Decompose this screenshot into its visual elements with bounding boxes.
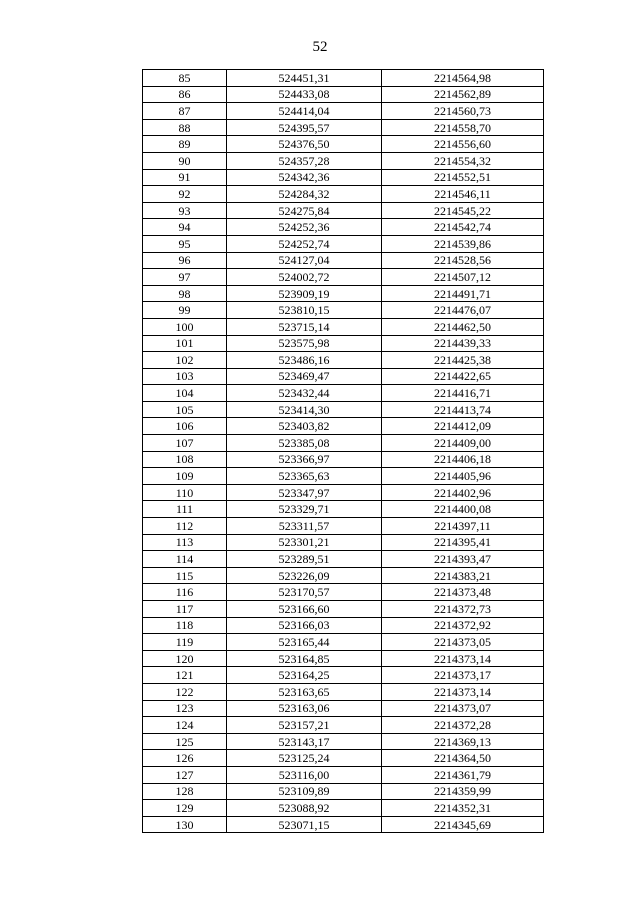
x-coordinate-cell: 523414,30 [227,401,382,418]
table-row [143,683,544,700]
point-number-cell: 121 [143,667,227,684]
y-coordinate-cell: 2214395,41 [382,534,544,551]
table-row [143,418,544,435]
y-coordinate-cell: 2214558,70 [382,119,544,136]
x-coordinate-cell: 523109,89 [227,783,382,800]
table-row [143,119,544,136]
table-row [143,435,544,452]
table-row [143,717,544,734]
table-row [143,235,544,252]
y-coordinate-cell: 2214393,47 [382,551,544,568]
x-coordinate-cell: 524451,31 [227,70,382,87]
point-number-cell: 108 [143,451,227,468]
y-coordinate-cell: 2214556,60 [382,136,544,153]
table-row [143,667,544,684]
y-coordinate-cell: 2214397,11 [382,518,544,535]
table-row [143,700,544,717]
table-row [143,601,544,618]
coordinates-table-body [143,70,544,833]
point-number-cell: 102 [143,352,227,369]
y-coordinate-cell: 2214345,69 [382,816,544,833]
point-number-cell: 125 [143,733,227,750]
y-coordinate-cell: 2214373,05 [382,634,544,651]
y-coordinate-cell: 2214373,17 [382,667,544,684]
table-row [143,385,544,402]
y-coordinate-cell: 2214552,51 [382,169,544,186]
point-number-cell: 89 [143,136,227,153]
y-coordinate-cell: 2214439,33 [382,335,544,352]
x-coordinate-cell: 523164,25 [227,667,382,684]
point-number-cell: 109 [143,468,227,485]
x-coordinate-cell: 523125,24 [227,750,382,767]
x-coordinate-cell: 523170,57 [227,584,382,601]
y-coordinate-cell: 2214352,31 [382,800,544,817]
table-row [143,816,544,833]
point-number-cell: 93 [143,202,227,219]
x-coordinate-cell: 523071,15 [227,816,382,833]
point-number-cell: 111 [143,501,227,518]
table-row [143,152,544,169]
y-coordinate-cell: 2214528,56 [382,252,544,269]
point-number-cell: 117 [143,601,227,618]
y-coordinate-cell: 2214373,14 [382,683,544,700]
x-coordinate-cell: 523403,82 [227,418,382,435]
point-number-cell: 106 [143,418,227,435]
y-coordinate-cell: 2214507,12 [382,269,544,286]
x-coordinate-cell: 524433,08 [227,86,382,103]
table-row [143,368,544,385]
point-number-cell: 123 [143,700,227,717]
y-coordinate-cell: 2214372,28 [382,717,544,734]
point-number-cell: 114 [143,551,227,568]
x-coordinate-cell: 523166,03 [227,617,382,634]
y-coordinate-cell: 2214406,18 [382,451,544,468]
x-coordinate-cell: 523385,08 [227,435,382,452]
point-number-cell: 94 [143,219,227,236]
x-coordinate-cell: 523289,51 [227,551,382,568]
point-number-cell: 105 [143,401,227,418]
x-coordinate-cell: 524252,74 [227,235,382,252]
x-coordinate-cell: 523909,19 [227,285,382,302]
y-coordinate-cell: 2214546,11 [382,186,544,203]
x-coordinate-cell: 523432,44 [227,385,382,402]
x-coordinate-cell: 523311,57 [227,518,382,535]
table-row [143,136,544,153]
table-row [143,518,544,535]
x-coordinate-cell: 524414,04 [227,103,382,120]
point-number-cell: 98 [143,285,227,302]
table-row [143,766,544,783]
point-number-cell: 112 [143,518,227,535]
x-coordinate-cell: 523365,63 [227,468,382,485]
table-row [143,534,544,551]
x-coordinate-cell: 524275,84 [227,202,382,219]
point-number-cell: 116 [143,584,227,601]
y-coordinate-cell: 2214416,71 [382,385,544,402]
table-row [143,219,544,236]
x-coordinate-cell: 524252,36 [227,219,382,236]
point-number-cell: 95 [143,235,227,252]
y-coordinate-cell: 2214491,71 [382,285,544,302]
table-row [143,783,544,800]
table-row [143,352,544,369]
table-row [143,335,544,352]
x-coordinate-cell: 524395,57 [227,119,382,136]
table-row [143,750,544,767]
table-row [143,650,544,667]
table-row [143,451,544,468]
point-number-cell: 115 [143,567,227,584]
point-number-cell: 92 [143,186,227,203]
table-row [143,501,544,518]
table-row [143,484,544,501]
table-row [143,584,544,601]
table-row [143,567,544,584]
point-number-cell: 103 [143,368,227,385]
table-row [143,302,544,319]
point-number-cell: 101 [143,335,227,352]
point-number-cell: 107 [143,435,227,452]
y-coordinate-cell: 2214409,00 [382,435,544,452]
point-number-cell: 100 [143,318,227,335]
point-number-cell: 118 [143,617,227,634]
table-row [143,468,544,485]
point-number-cell: 85 [143,70,227,87]
x-coordinate-cell: 524342,36 [227,169,382,186]
x-coordinate-cell: 523469,47 [227,368,382,385]
y-coordinate-cell: 2214383,21 [382,567,544,584]
point-number-cell: 96 [143,252,227,269]
table-row [143,401,544,418]
y-coordinate-cell: 2214359,99 [382,783,544,800]
x-coordinate-cell: 523329,71 [227,501,382,518]
x-coordinate-cell: 523366,97 [227,451,382,468]
point-number-cell: 86 [143,86,227,103]
point-number-cell: 91 [143,169,227,186]
y-coordinate-cell: 2214545,22 [382,202,544,219]
x-coordinate-cell: 523163,65 [227,683,382,700]
x-coordinate-cell: 523715,14 [227,318,382,335]
point-number-cell: 120 [143,650,227,667]
y-coordinate-cell: 2214400,08 [382,501,544,518]
x-coordinate-cell: 524376,50 [227,136,382,153]
point-number-cell: 87 [143,103,227,120]
table-row [143,103,544,120]
point-number-cell: 113 [143,534,227,551]
x-coordinate-cell: 523301,21 [227,534,382,551]
table-row [143,86,544,103]
point-number-cell: 128 [143,783,227,800]
x-coordinate-cell: 523347,97 [227,484,382,501]
x-coordinate-cell: 524002,72 [227,269,382,286]
point-number-cell: 130 [143,816,227,833]
point-number-cell: 104 [143,385,227,402]
x-coordinate-cell: 523486,16 [227,352,382,369]
point-number-cell: 124 [143,717,227,734]
table-row [143,269,544,286]
page-number: 52 [312,39,328,55]
y-coordinate-cell: 2214372,73 [382,601,544,618]
y-coordinate-cell: 2214369,13 [382,733,544,750]
point-number-cell: 127 [143,766,227,783]
table-row [143,252,544,269]
y-coordinate-cell: 2214554,32 [382,152,544,169]
point-number-cell: 110 [143,484,227,501]
y-coordinate-cell: 2214539,86 [382,235,544,252]
x-coordinate-cell: 523143,17 [227,733,382,750]
y-coordinate-cell: 2214476,07 [382,302,544,319]
table-row [143,285,544,302]
x-coordinate-cell: 523163,06 [227,700,382,717]
coordinates-table [142,69,544,833]
table-row [143,800,544,817]
y-coordinate-cell: 2214564,98 [382,70,544,87]
y-coordinate-cell: 2214412,09 [382,418,544,435]
y-coordinate-cell: 2214425,38 [382,352,544,369]
point-number-cell: 99 [143,302,227,319]
y-coordinate-cell: 2214405,96 [382,468,544,485]
table-row [143,202,544,219]
x-coordinate-cell: 523088,92 [227,800,382,817]
y-coordinate-cell: 2214373,14 [382,650,544,667]
y-coordinate-cell: 2214364,50 [382,750,544,767]
y-coordinate-cell: 2214560,73 [382,103,544,120]
x-coordinate-cell: 523166,60 [227,601,382,618]
y-coordinate-cell: 2214542,74 [382,219,544,236]
y-coordinate-cell: 2214462,50 [382,318,544,335]
y-coordinate-cell: 2214373,48 [382,584,544,601]
table-row [143,70,544,87]
x-coordinate-cell: 523226,09 [227,567,382,584]
x-coordinate-cell: 524284,32 [227,186,382,203]
y-coordinate-cell: 2214562,89 [382,86,544,103]
point-number-cell: 126 [143,750,227,767]
point-number-cell: 90 [143,152,227,169]
x-coordinate-cell: 523575,98 [227,335,382,352]
table-row [143,169,544,186]
x-coordinate-cell: 523164,85 [227,650,382,667]
x-coordinate-cell: 523157,21 [227,717,382,734]
table-row [143,551,544,568]
point-number-cell: 122 [143,683,227,700]
table-row [143,634,544,651]
x-coordinate-cell: 523116,00 [227,766,382,783]
point-number-cell: 88 [143,119,227,136]
x-coordinate-cell: 523810,15 [227,302,382,319]
point-number-cell: 97 [143,269,227,286]
table-row [143,617,544,634]
y-coordinate-cell: 2214361,79 [382,766,544,783]
x-coordinate-cell: 523165,44 [227,634,382,651]
y-coordinate-cell: 2214373,07 [382,700,544,717]
point-number-cell: 119 [143,634,227,651]
point-number-cell: 129 [143,800,227,817]
y-coordinate-cell: 2214372,92 [382,617,544,634]
table-row [143,733,544,750]
y-coordinate-cell: 2214402,96 [382,484,544,501]
x-coordinate-cell: 524127,04 [227,252,382,269]
y-coordinate-cell: 2214413,74 [382,401,544,418]
x-coordinate-cell: 524357,28 [227,152,382,169]
y-coordinate-cell: 2214422,65 [382,368,544,385]
table-row [143,186,544,203]
table-row [143,318,544,335]
